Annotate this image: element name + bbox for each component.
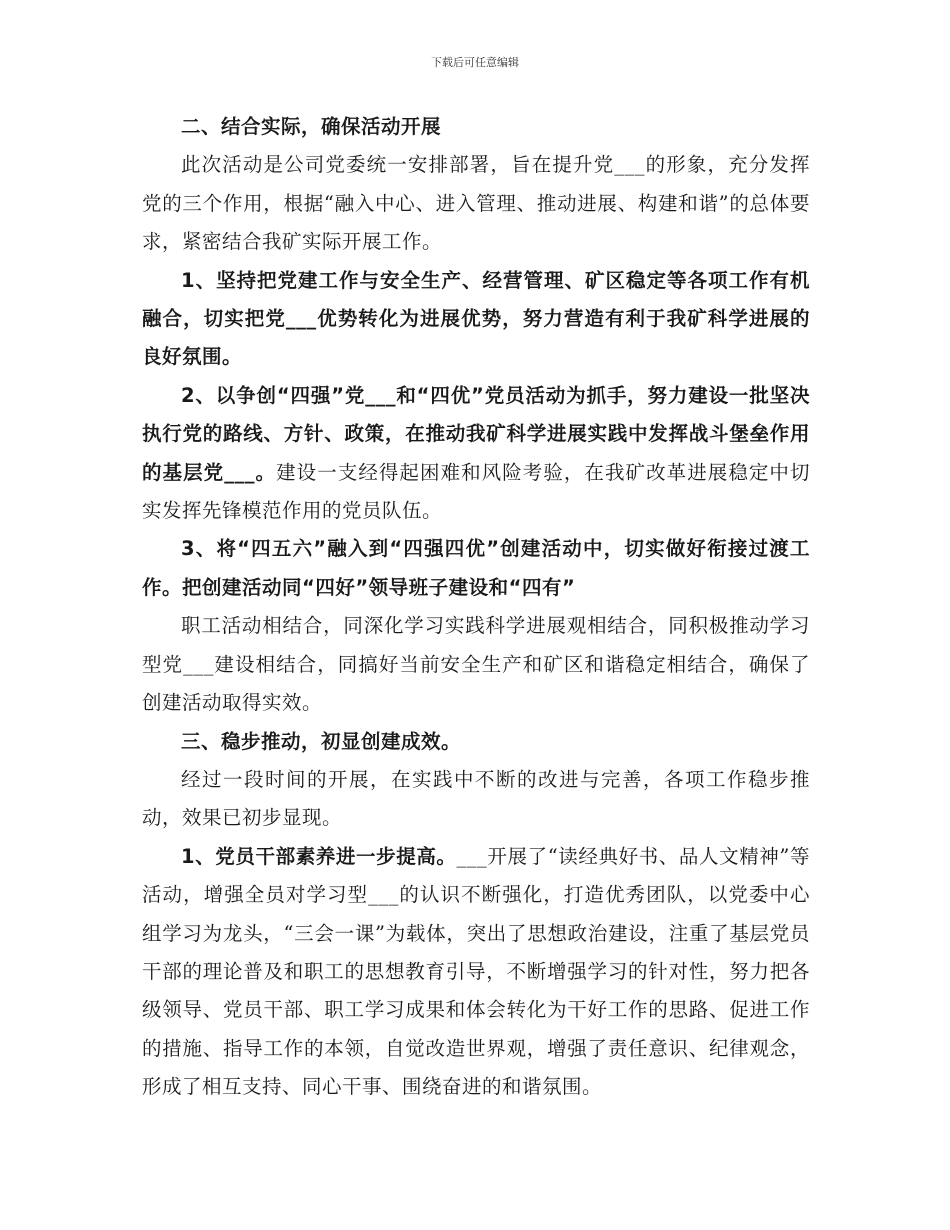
paragraph-progress: 经过一段时间的开展，在实践中不断的改进与完善，各项工作稳步推动，效果已初步显现。 [142,767,810,830]
paragraph-cadre-quality [142,838,810,1107]
paragraph-item-2-rest: 建设一支经得起困难和风险考验，在我矿改革进展稳定中切实发挥先锋模范作用的党员队伍。 [142,460,810,523]
section-heading-2: 二、结合实际，确保活动开展 [181,115,442,138]
document-body [142,108,810,1107]
paragraph-combination: 职工活动相结合，同深化学习实践科学进展观相结合，同积极推动学习型党___建设相结合，同搞好当前安全生产和矿区和谐稳定相结合，确保了创建活动取得实效。 [142,614,810,715]
paragraph-activity-intro: 此次活动是公司党委统一安排部署，旨在提升党___的形象，充分发挥党的三个作用，根据“融入中心、进入管理、推动进展、构建和谐”的总体要求，紧密结合我矿实际开展工作。 [142,153,810,254]
page-header-note: 下载后可任意编辑 [431,56,519,69]
paragraph-cadre-quality-bold: 1、党员干部素养进一步提高。 [181,844,457,868]
paragraph-item-2 [142,377,810,531]
section-heading-3: 三、稳步推动，初显创建成效。 [181,729,462,753]
paragraph-item-2-bold: 2、以争创“四强”党___和“四优”党员活动为抓手，努力建设一批坚决执行党的路线、方针、政策，在推动我矿科学进展实践中发挥战斗堡垒作用的基层党___。 [142,383,810,484]
paragraph-item-3: 3、将“四五六”融入到“四强四优”创建活动中，切实做好衔接过渡工作。把创建活动同“四好”领导班子建设和“四有” [142,537,810,599]
paragraph-cadre-quality-rest: ___开展了“读经典好书、品人文精神”等活动，增强全员对学习型___的认识不断强化，打造优秀团队，以党委中心组学习为龙头，“三会一课”为载体，突出了思想政治建设，注重了基层党员干部的理论普及和职工的思想教育引导，不断增强学习的针对性，努力把各级领导、党员干部、职工学习成果和体会转化为干好工作的思路、促进工作的措施、指导工作的本领，自觉改造世界观，增强了责任意识、纪律观念，形成了相互支持、同心干事、围绕奋进的和谐氛围。 [142,844,810,1099]
paragraph-item-1: 1、坚持把党建工作与安全生产、经营管理、矿区稳定等各项工作有机融合，切实把党___优势转化为进展优势，努力营造有利于我矿科学进展的良好氛围。 [142,268,810,369]
